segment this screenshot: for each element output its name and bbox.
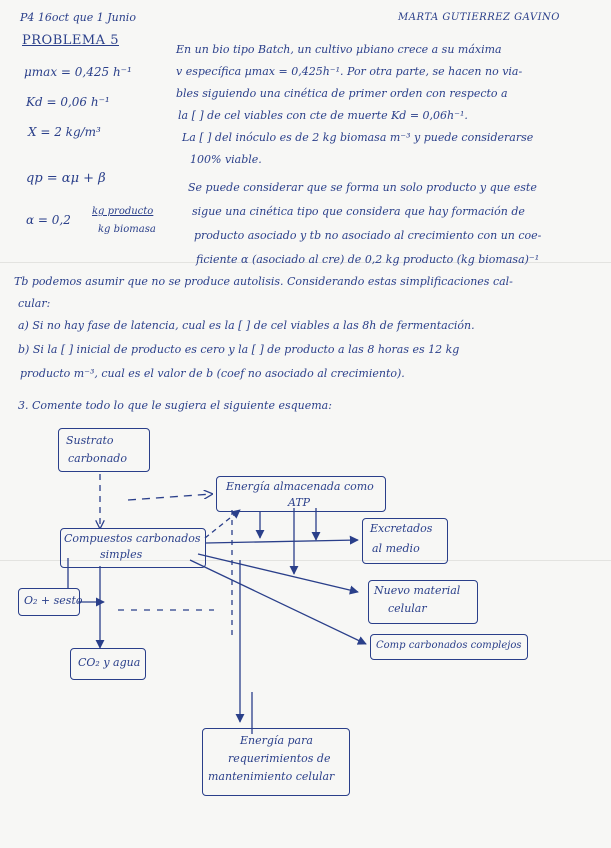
question-b-cont: producto m⁻³, cual es el valor de b (coef no asociado al crecimiento). — [20, 367, 405, 380]
statement-line: Tb podemos asumir que no se produce autolisis. Considerando estas simplificaciones cal- — [14, 275, 513, 288]
question-a: a) Si no hay fase de latencia, cual es la [ ] de cel viables a las 8h de fermentación. — [18, 319, 475, 332]
question-3: 3. Comente todo lo que le sugiera el siguiente esquema: — [18, 399, 332, 412]
excretados-line2: al medio — [372, 542, 420, 555]
mantenimiento-line2: requerimientos de — [228, 752, 331, 765]
statement-line: ficiente α (asociado al cre) de 0,2 kg producto (kg biomasa)⁻¹ — [196, 253, 540, 266]
data-alpha-denominator: kg biomasa — [98, 224, 156, 235]
question-b: b) Si la [ ] inicial de producto es cero y la [ ] de producto a las 8 horas es 12 kg — [18, 343, 460, 356]
data-alpha: α = 0,2 — [26, 213, 71, 227]
sustrato-line1: Sustrato — [66, 434, 114, 447]
compuestos-line1: Compuestos carbonados — [64, 532, 201, 545]
statement-line: sigue una cinética tipo que considera que hay formación de — [192, 205, 525, 218]
mantenimiento-line1: Energía para — [240, 734, 313, 747]
statement-line: v específica µmax = 0,425h⁻¹. Por otra parte, se hacen no via- — [176, 65, 523, 78]
statement-line: la [ ] de cel viables con cte de muerte Kd = 0,06h⁻¹. — [178, 109, 468, 122]
statement-line: cular: — [18, 297, 51, 310]
nuevo-line1: Nuevo material — [374, 584, 461, 597]
atp-line1: Energía almacenada como — [226, 480, 374, 493]
data-kd: Kd = 0,06 h⁻¹ — [26, 95, 110, 109]
sustrato-line2: carbonado — [68, 452, 127, 465]
nuevo-line2: celular — [388, 602, 427, 615]
atp-line2: ATP — [288, 496, 311, 509]
co2-text: CO₂ y agua — [78, 656, 141, 669]
statement-line: producto asociado y tb no asociado al crecimiento con un coe- — [194, 229, 542, 242]
statement-line: La [ ] del inóculo es de 2 kg biomasa m⁻³ y puede considerarse — [182, 131, 534, 144]
mantenimiento-line3: mantenimiento celular — [208, 770, 335, 783]
statement-line: 100% viable. — [190, 153, 262, 166]
author-name: MARTA GUTIERREZ GAVINO — [398, 12, 560, 23]
data-mumax: μmax = 0,425 h⁻¹ — [24, 65, 132, 79]
header-left: P4 16oct que 1 Junio — [20, 11, 136, 24]
problem-title: PROBLEMA 5 — [22, 33, 119, 48]
compuestos-line2: simples — [100, 548, 143, 561]
statement-line: Se puede considerar que se forma un solo producto y que este — [188, 181, 537, 194]
o2-text: O₂ + sesto — [24, 594, 83, 607]
statement-line: bles siguiendo una cinética de primer orden con respecto a — [176, 87, 508, 100]
complejos-text: Comp carbonados complejos — [376, 640, 522, 651]
data-x: X = 2 kg/m³ — [28, 125, 101, 139]
data-qp: qp = αμ + β — [26, 171, 106, 186]
excretados-line1: Excretados — [370, 522, 433, 535]
statement-line: En un bio tipo Batch, un cultivo µbiano crece a su máxima — [176, 43, 502, 56]
data-alpha-numerator: kg producto — [92, 206, 154, 217]
